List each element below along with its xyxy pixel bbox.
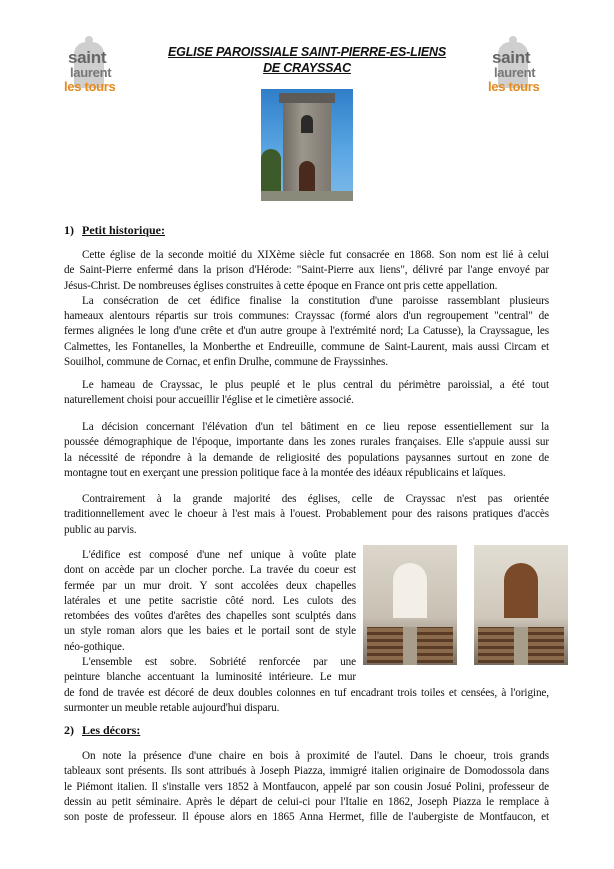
section-heading-decors: 2) Les décors: [64,723,141,737]
paragraph: L'édifice est composé d'une nef unique à voûte plate dont on accède par un clocher porche. La travée du coeur est fermée par un mur droit. Y sont accolées deux chapelles latérales et une petite sacristie côté nord. Les culots des retombées des voûtes d'arêtes des chapelles sont sculptés dans un style roman alors que les baies et le portail sont de style néo-gothique. L'ensemble est sobre. Sobriété renforcée par une peinture blanche accentuant la luminosité intérieure. Le mur [64,549,356,684]
page-subtitle: DE CRAYSSAC [263,61,351,75]
logo-right: saint laurent les tours [484,40,550,98]
paragraph: Contrairement à la grande majorité des églises, celle de Crayssac n'est pas orientée traditionnellement avec le choeur à l'est mais à l'ouest. Probablement pour des raisons pratiques d'accès public au parvis. [64,493,549,536]
interior-photo-1 [363,545,457,665]
logo-left: saint laurent les tours [60,40,126,98]
paragraph: La décision concernant l'élévation d'un tel bâtiment en ce lieu repose essentiellement sur la poussée démographique de l'époque, importante dans les zones rurales françaises. Elle s'appuie aussi sur la nécessité de répondre à la demande de religiosité des populations paysannes surtout en zone de montagne tout en exerçant une pression politique face à la montée des idéaux républicains et laïques. [64,421,549,479]
paragraph: de fond de travée est décoré de deux doubles colonnes en tuf encadrant trois toiles et censées, à l'origine, surmonter un meuble retable aujourd'hui disparu. [64,687,549,715]
church-photo [261,89,353,201]
page-title: EGLISE PAROISSIALE SAINT-PIERRE-ES-LIENS [168,45,446,59]
section-heading-historique: 1) Petit historique: [64,223,165,237]
paragraph: Le hameau de Crayssac, le plus peuplé et le plus central du périmètre paroissial, a été tout naturellement choisi pour accueillir l'église et le cimetière associé. [64,379,549,407]
paragraph: Cette église de la seconde moitié du XIXème siècle fut consacrée en 1868. Son nom est lié à celui de Saint-Pierre enfermé dans la prison d'Hérode: "Saint-Pierre aux liens", délivré par l'ange envoyé par Jésus-Christ. De nombreuses églises construites à cette époque en France ont pris cette appellation. La consécration de cet édifice finalise la constitution d'une paroisse rassemblant plusieurs hameaux alentours répartis sur trois communes: Crayssac (formé alors d'un regroupement "central" de fermes alignées le long d'une crête et d'un autre groupe à l'extrémité nord; La Catusse), la Crayssague, les Calmettes, les Fontanelles, la Monberthe et Endreuille, commune de Saint-Laurent, mais aussi Circam et Souilhol, commune de Cornac, et enfin Drulhe, commune de Frayssinhes. [64,249,549,369]
interior-photo-2 [474,545,568,665]
paragraph: On note la présence d'une chaire en bois à proximité de l'autel. Dans le choeur, trois grands tableaux sont présents. Ils sont attribués à Joseph Piazza, immigré italien originaire de Domodossola dans le Piémont italien. Il s'installe vers 1852 à Montfaucon, appelé par son cousin Josué Polini, professeur de dessin au petit séminaire. Après le départ de celui-ci pour l'Italie en 1862, Joseph Piazza le remplace à son poste de professeur. Il épouse alors en 1865 Anna Hermet, fille de l'aubergiste de Montfaucon, et [64,750,549,824]
